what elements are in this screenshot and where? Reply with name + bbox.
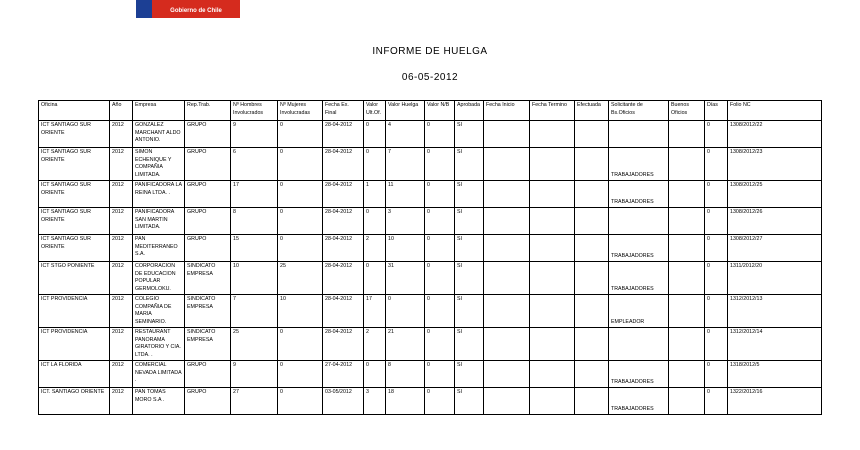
column-header: Valor Ult.Of. bbox=[364, 101, 386, 121]
column-header: Nº Hombres Involucrados bbox=[231, 101, 278, 121]
table-cell: GRUPO bbox=[185, 361, 231, 388]
strike-report-table bbox=[38, 100, 822, 415]
table-cell: 28-04-2012 bbox=[323, 208, 364, 235]
table-cell bbox=[484, 121, 530, 148]
table-cell: 0 bbox=[425, 262, 455, 295]
table-cell: 0 bbox=[705, 361, 728, 388]
table-cell bbox=[530, 388, 575, 415]
table-cell: 0 bbox=[278, 235, 323, 262]
column-header: Buenos Oficios bbox=[669, 101, 705, 121]
table-cell: SI bbox=[455, 262, 484, 295]
table-cell: 2012 bbox=[110, 121, 133, 148]
table-cell: 31 bbox=[386, 262, 425, 295]
table-cell: 0 bbox=[364, 121, 386, 148]
table-cell bbox=[609, 328, 669, 361]
column-header: Nº Mujeres Involucradas bbox=[278, 101, 323, 121]
table-cell: 2 bbox=[364, 235, 386, 262]
column-header: Solicitante de Bs.Oficios bbox=[609, 101, 669, 121]
logo-text: Gobierno de Chile bbox=[170, 8, 222, 14]
column-header: Fecha Ex. Final bbox=[323, 101, 364, 121]
table-cell: 28-04-2012 bbox=[323, 295, 364, 328]
table-cell: 2012 bbox=[110, 262, 133, 295]
table-cell: SIMON ECHENIQUE Y COMPAÑIA LIMITADA. bbox=[133, 148, 185, 181]
table-cell: SI bbox=[455, 388, 484, 415]
table-cell: 10 bbox=[231, 262, 278, 295]
table-cell bbox=[484, 295, 530, 328]
table-row bbox=[39, 121, 822, 148]
table-cell: 17 bbox=[231, 181, 278, 208]
table-cell: TRABAJADORES bbox=[609, 388, 669, 415]
table-cell: PANIFICADORA LA REINA LTDA. . bbox=[133, 181, 185, 208]
table-cell bbox=[609, 208, 669, 235]
column-header: Fecha Termino bbox=[530, 101, 575, 121]
table-cell bbox=[669, 262, 705, 295]
column-header: Oficina bbox=[39, 101, 110, 121]
logo-red-block bbox=[152, 0, 240, 18]
table-cell: 9 bbox=[231, 361, 278, 388]
table-cell: 0 bbox=[425, 388, 455, 415]
table-cell: TRABAJADORES bbox=[609, 181, 669, 208]
table-cell: 0 bbox=[278, 148, 323, 181]
table-cell: 28-04-2012 bbox=[323, 148, 364, 181]
table-row bbox=[39, 295, 822, 328]
table-cell bbox=[669, 328, 705, 361]
report-title: INFORME DE HUELGA bbox=[372, 46, 488, 57]
table-cell bbox=[530, 295, 575, 328]
table-cell: SI bbox=[455, 328, 484, 361]
table-cell: CORPORACION DE EDUCACION POPULAR GERMOLOKU. bbox=[133, 262, 185, 295]
table-cell: 0 bbox=[425, 361, 455, 388]
table-cell: GONZALEZ MARCHANT ALDO ANTONIO. bbox=[133, 121, 185, 148]
column-header: Fecha Inicio bbox=[484, 101, 530, 121]
table-cell bbox=[484, 361, 530, 388]
table-cell: 10 bbox=[278, 295, 323, 328]
table-cell: 0 bbox=[425, 328, 455, 361]
table-cell: 9 bbox=[231, 121, 278, 148]
table-cell: 03-05/2012 bbox=[323, 388, 364, 415]
table-cell: 0 bbox=[705, 235, 728, 262]
table-cell: 8 bbox=[386, 361, 425, 388]
table-cell: 2012 bbox=[110, 208, 133, 235]
table-cell: 0 bbox=[364, 361, 386, 388]
table-cell: 0 bbox=[364, 148, 386, 181]
table-cell: ICT. SANTIAGO ORIENTE bbox=[39, 388, 110, 415]
table-cell: ICT STGO PONIENTE bbox=[39, 262, 110, 295]
table-cell bbox=[484, 262, 530, 295]
table-cell: ICT PROVIDENCIA bbox=[39, 328, 110, 361]
table-cell bbox=[669, 181, 705, 208]
table-cell: 7 bbox=[231, 295, 278, 328]
table-cell: TRABAJADORES bbox=[609, 235, 669, 262]
table-cell: 0 bbox=[278, 181, 323, 208]
table-cell: 0 bbox=[278, 388, 323, 415]
table-cell bbox=[484, 148, 530, 181]
table-cell: 8 bbox=[231, 208, 278, 235]
table-cell bbox=[530, 208, 575, 235]
table-cell bbox=[669, 295, 705, 328]
logo-blue-block bbox=[136, 0, 152, 18]
table-cell: 2012 bbox=[110, 235, 133, 262]
table-cell: 2012 bbox=[110, 361, 133, 388]
table-cell: 0 bbox=[386, 295, 425, 328]
table-row bbox=[39, 208, 822, 235]
table-cell: 0 bbox=[705, 328, 728, 361]
table-cell: 1312/2012/13 bbox=[728, 295, 822, 328]
table-cell: 2012 bbox=[110, 388, 133, 415]
table-cell: 0 bbox=[705, 181, 728, 208]
table-cell: 1308/2012/27 bbox=[728, 235, 822, 262]
table-cell: 2012 bbox=[110, 148, 133, 181]
column-header: Folio NC bbox=[728, 101, 822, 121]
table-cell: GRUPO bbox=[185, 208, 231, 235]
table-cell bbox=[484, 388, 530, 415]
table-cell: 17 bbox=[364, 295, 386, 328]
table-cell: 1308/2012/25 bbox=[728, 181, 822, 208]
table-cell: TRABAJADORES bbox=[609, 262, 669, 295]
table-cell bbox=[669, 361, 705, 388]
table-row bbox=[39, 361, 822, 388]
table-cell: SI bbox=[455, 148, 484, 181]
table-cell bbox=[669, 121, 705, 148]
table-cell: PAN MEDITERRANEO S.A. bbox=[133, 235, 185, 262]
table-cell bbox=[530, 181, 575, 208]
table-cell: 0 bbox=[425, 148, 455, 181]
table-cell bbox=[530, 235, 575, 262]
table-cell: 2012 bbox=[110, 328, 133, 361]
table-cell: 1308/2012/23 bbox=[728, 148, 822, 181]
column-header: Días bbox=[705, 101, 728, 121]
table-cell bbox=[484, 328, 530, 361]
table-cell: PAN TOMAS MORO S.A . bbox=[133, 388, 185, 415]
table-cell: 0 bbox=[278, 328, 323, 361]
table-cell bbox=[669, 388, 705, 415]
table-body bbox=[39, 121, 822, 415]
table-row bbox=[39, 235, 822, 262]
table-cell: 28-04-2012 bbox=[323, 328, 364, 361]
table-cell: 0 bbox=[705, 148, 728, 181]
table-cell: 0 bbox=[705, 295, 728, 328]
table-cell: 2 bbox=[364, 328, 386, 361]
table-cell: 25 bbox=[231, 328, 278, 361]
table-row bbox=[39, 181, 822, 208]
column-header: Valor Huelga bbox=[386, 101, 425, 121]
table-cell: 3 bbox=[386, 208, 425, 235]
table-cell bbox=[575, 121, 609, 148]
table-cell bbox=[609, 121, 669, 148]
table-row bbox=[39, 262, 822, 295]
table-cell: COMERCIAL NEVADA LIMITADA . bbox=[133, 361, 185, 388]
table-cell: 0 bbox=[425, 295, 455, 328]
table-cell: SINDICATO EMPRESA bbox=[185, 328, 231, 361]
table-cell: 21 bbox=[386, 328, 425, 361]
table-cell: GRUPO bbox=[185, 388, 231, 415]
report-date: 06-05-2012 bbox=[401, 72, 459, 83]
table-cell: ICT SANTIAGO SUR ORIENTE bbox=[39, 208, 110, 235]
table-cell: SI bbox=[455, 295, 484, 328]
table-cell: 0 bbox=[425, 121, 455, 148]
table-cell: 11 bbox=[386, 181, 425, 208]
table-cell: SINDICATO EMPRESA bbox=[185, 295, 231, 328]
table-cell: 25 bbox=[278, 262, 323, 295]
table-cell: ICT SANTIAGO SUR ORIENTE bbox=[39, 148, 110, 181]
table-cell bbox=[530, 328, 575, 361]
table-cell bbox=[575, 328, 609, 361]
table-cell bbox=[575, 262, 609, 295]
table-cell: 2012 bbox=[110, 181, 133, 208]
gobierno-de-chile-logo bbox=[136, 0, 240, 18]
table-cell: 0 bbox=[278, 361, 323, 388]
column-header: Empresa bbox=[133, 101, 185, 121]
table-cell: 0 bbox=[364, 262, 386, 295]
column-header: Año bbox=[110, 101, 133, 121]
table-cell: 3 bbox=[364, 388, 386, 415]
table-cell bbox=[575, 181, 609, 208]
table-cell: 28-04-2012 bbox=[323, 235, 364, 262]
table-cell bbox=[575, 148, 609, 181]
table-row bbox=[39, 328, 822, 361]
column-header: Valor N/B bbox=[425, 101, 455, 121]
table-cell: GRUPO bbox=[185, 235, 231, 262]
table-cell: 0 bbox=[364, 208, 386, 235]
table-cell: 10 bbox=[386, 235, 425, 262]
table-cell bbox=[575, 388, 609, 415]
table-cell: EMPLEADOR bbox=[609, 295, 669, 328]
table-cell: 0 bbox=[705, 208, 728, 235]
table-cell bbox=[484, 208, 530, 235]
table-cell: ICT SANTIAGO SUR ORIENTE bbox=[39, 121, 110, 148]
table-cell: 28-04-2012 bbox=[323, 121, 364, 148]
table-cell bbox=[669, 235, 705, 262]
table-cell bbox=[575, 361, 609, 388]
table-cell: 0 bbox=[705, 262, 728, 295]
table-cell: RESTAURANT PANORAMA GIRATORIO Y CIA. LTDA. . bbox=[133, 328, 185, 361]
table-cell: TRABAJADORES bbox=[609, 361, 669, 388]
table-cell: 15 bbox=[231, 235, 278, 262]
table-cell: 1311/2012/20 bbox=[728, 262, 822, 295]
table-cell: 6 bbox=[231, 148, 278, 181]
table-cell bbox=[575, 235, 609, 262]
table-cell: SINDICATO EMPRESA bbox=[185, 262, 231, 295]
table-cell: GRUPO bbox=[185, 181, 231, 208]
table-cell: 0 bbox=[425, 208, 455, 235]
table-cell: ICT SANTIAGO SUR ORIENTE bbox=[39, 235, 110, 262]
table-cell: 0 bbox=[425, 181, 455, 208]
table-header-row bbox=[39, 101, 822, 121]
table-cell: ICT PROVIDENCIA bbox=[39, 295, 110, 328]
table-cell: 28-04-2012 bbox=[323, 181, 364, 208]
table-cell bbox=[669, 208, 705, 235]
table-cell: 27 bbox=[231, 388, 278, 415]
table-cell: 1322/2012/16 bbox=[728, 388, 822, 415]
table-cell: COLEGIO COMPAÑIA DE MARIA SEMINARIO. bbox=[133, 295, 185, 328]
table-cell: 1318/2012/5 bbox=[728, 361, 822, 388]
table-cell bbox=[530, 121, 575, 148]
table-cell: SI bbox=[455, 361, 484, 388]
table-cell bbox=[530, 361, 575, 388]
table-cell: 0 bbox=[278, 208, 323, 235]
table-cell: 27-04-2012 bbox=[323, 361, 364, 388]
table-cell: 7 bbox=[386, 148, 425, 181]
table-cell: SI bbox=[455, 121, 484, 148]
column-header: Rep.Trab. bbox=[185, 101, 231, 121]
table-cell: 28-04-2012 bbox=[323, 262, 364, 295]
table-cell: PANIFICADORA SAN MARTIN LIMITADA. bbox=[133, 208, 185, 235]
table-cell: 18 bbox=[386, 388, 425, 415]
column-header: Efectuada bbox=[575, 101, 609, 121]
table-cell: TRABAJADORES bbox=[609, 148, 669, 181]
table-cell: 2012 bbox=[110, 295, 133, 328]
table-row bbox=[39, 388, 822, 415]
table-cell: 1312/2012/14 bbox=[728, 328, 822, 361]
table-cell: 1308/2012/26 bbox=[728, 208, 822, 235]
table-cell: SI bbox=[455, 235, 484, 262]
table-cell bbox=[530, 148, 575, 181]
table-cell bbox=[530, 262, 575, 295]
table-cell: SI bbox=[455, 181, 484, 208]
table-cell bbox=[484, 181, 530, 208]
table-cell: 0 bbox=[705, 121, 728, 148]
table-cell: 4 bbox=[386, 121, 425, 148]
table-cell: 1 bbox=[364, 181, 386, 208]
table-row bbox=[39, 148, 822, 181]
table-cell: 0 bbox=[705, 388, 728, 415]
table-cell bbox=[575, 295, 609, 328]
table-cell bbox=[669, 148, 705, 181]
table-cell: 0 bbox=[278, 121, 323, 148]
table-cell: GRUPO bbox=[185, 148, 231, 181]
table-cell bbox=[484, 235, 530, 262]
table-cell: SI bbox=[455, 208, 484, 235]
table-cell: ICT SANTIAGO SUR ORIENTE bbox=[39, 181, 110, 208]
table-cell bbox=[575, 208, 609, 235]
table-cell: 1308/2012/22 bbox=[728, 121, 822, 148]
table-cell: ICT LA FLORIDA bbox=[39, 361, 110, 388]
table-cell: GRUPO bbox=[185, 121, 231, 148]
table-cell: 0 bbox=[425, 235, 455, 262]
column-header: Aprobada bbox=[455, 101, 484, 121]
